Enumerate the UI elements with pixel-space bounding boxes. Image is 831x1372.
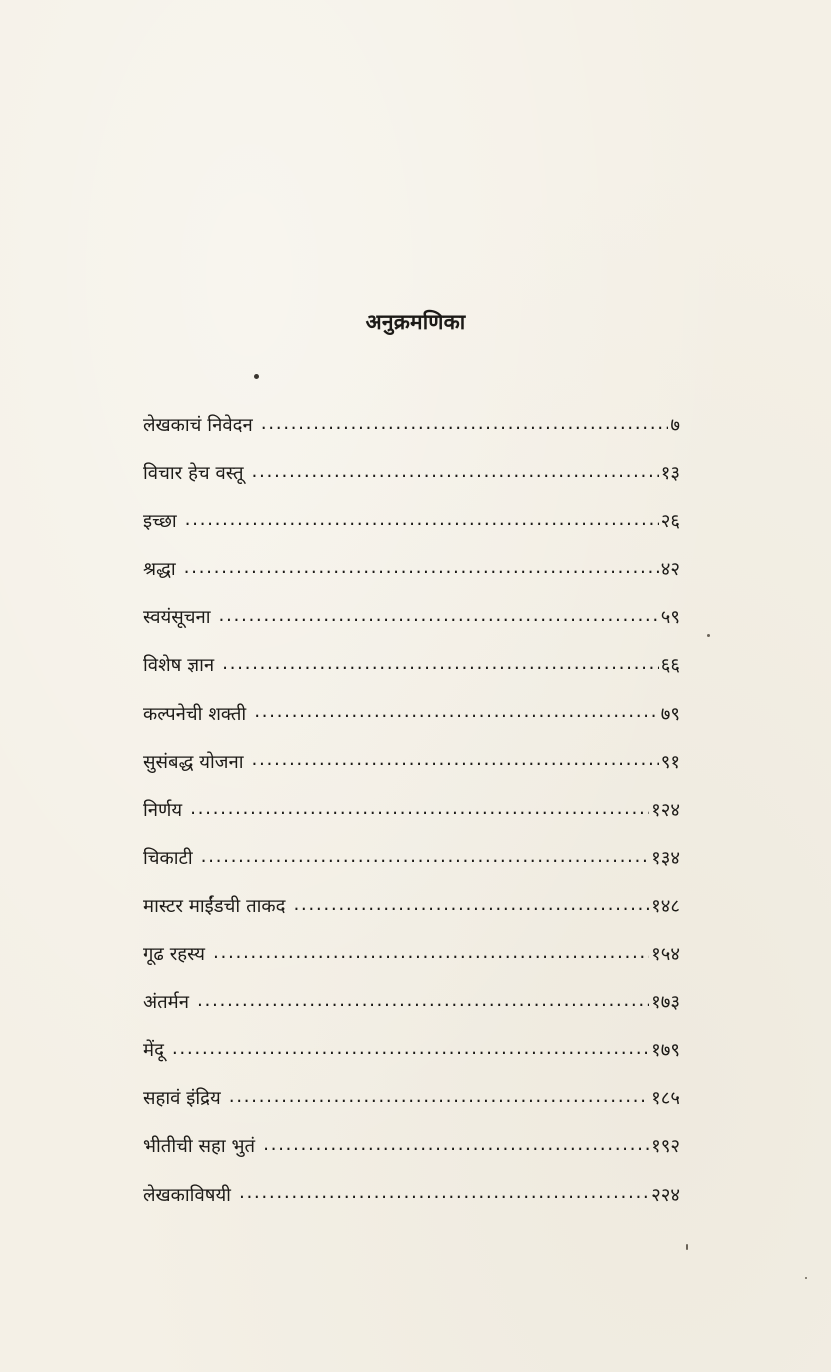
- toc-entry-page: १४८: [651, 895, 680, 917]
- toc-entry-page: १९२: [651, 1136, 680, 1158]
- decorative-dot: [254, 374, 259, 379]
- toc-entry: [143, 1085, 680, 1133]
- toc-entry: [143, 1037, 680, 1085]
- toc-entry-title: विचार हेच वस्तू: [143, 463, 244, 485]
- dot-leader: [239, 1182, 649, 1201]
- dot-leader: [201, 845, 649, 864]
- table-of-contents: [143, 412, 680, 1230]
- toc-entry-page: २६: [660, 511, 680, 533]
- dot-leader: [197, 990, 649, 1009]
- toc-entry: [143, 845, 680, 893]
- toc-entry-page: २२४: [651, 1184, 680, 1206]
- toc-entry: [143, 652, 680, 700]
- dot-leader: [263, 1134, 649, 1153]
- dot-leader: [219, 605, 659, 624]
- toc-entry: [143, 1182, 680, 1230]
- toc-entry-title: मेंदू: [143, 1040, 164, 1062]
- toc-entry-page: १७९: [651, 1040, 680, 1062]
- toc-entry-title: श्रद्धा: [143, 559, 176, 581]
- toc-entry-page: १७३: [651, 992, 680, 1014]
- page-title-text: अनुक्रमणिका: [365, 310, 466, 334]
- toc-entry-title: अंतर्मन: [143, 992, 190, 1014]
- dot-leader: [222, 653, 659, 672]
- toc-entry-title: लेखकाचं निवेदन: [143, 415, 253, 436]
- toc-entry-page: ७९: [660, 703, 680, 725]
- toc-entry: [143, 412, 680, 460]
- toc-entry-page: १३: [660, 463, 680, 485]
- dot-leader: [261, 413, 668, 432]
- toc-entry: [143, 508, 680, 556]
- toc-entry-title: निर्णय: [143, 799, 183, 821]
- dot-leader: [190, 797, 649, 816]
- toc-entry-page: १८५: [651, 1088, 680, 1110]
- toc-entry: [143, 1133, 680, 1181]
- toc-entry-title: मास्टर माईंडची ताकद: [143, 895, 286, 917]
- toc-entry: [143, 556, 680, 604]
- toc-entry: [143, 701, 680, 749]
- dot-leader: [229, 1086, 649, 1105]
- toc-entry-title: गूढ रहस्य: [143, 944, 206, 966]
- dot-leader: [185, 509, 659, 528]
- toc-entry-title: सुसंबद्ध योजना: [143, 751, 244, 773]
- toc-entry-page: ५९: [660, 607, 680, 629]
- paper-speck: [805, 1277, 807, 1279]
- toc-entry-title: स्वयंसूचना: [143, 607, 211, 629]
- dot-leader: [293, 893, 649, 912]
- dot-leader: [252, 749, 659, 768]
- toc-entry-title: भीतीची सहा भुतं: [143, 1136, 256, 1158]
- dot-leader: [252, 461, 659, 480]
- toc-entry: [143, 604, 680, 652]
- toc-entry-page: १५४: [651, 944, 680, 966]
- toc-entry-title: इच्छा: [143, 511, 177, 533]
- toc-entry: [143, 460, 680, 508]
- paper-speck: [686, 1244, 688, 1250]
- toc-entry-page: १२४: [651, 799, 680, 821]
- toc-entry-title: लेखकाविषयी: [143, 1184, 231, 1206]
- toc-entry-title: विशेष ज्ञान: [143, 655, 215, 677]
- toc-entry-title: चिकाटी: [143, 847, 193, 869]
- paper-speck: [707, 634, 710, 637]
- toc-entry-page: ४२: [660, 559, 680, 581]
- dot-leader: [213, 942, 649, 961]
- toc-entry-page: ९१: [660, 751, 680, 773]
- dot-leader: [184, 557, 659, 576]
- toc-entry: [143, 749, 680, 797]
- toc-entry-page: १३४: [651, 847, 680, 869]
- toc-entry-title: कल्पनेची शक्ती: [143, 703, 247, 725]
- toc-entry: [143, 797, 680, 845]
- dot-leader: [172, 1038, 649, 1057]
- toc-entry: [143, 989, 680, 1037]
- toc-entry: [143, 893, 680, 941]
- toc-entry-page: ६६: [660, 655, 680, 677]
- dot-leader: [254, 701, 659, 720]
- page-title: [0, 308, 831, 336]
- toc-entry-title: सहावं इंद्रिय: [143, 1088, 221, 1110]
- toc-entry: [143, 941, 680, 989]
- toc-entry-page: ७: [670, 415, 680, 436]
